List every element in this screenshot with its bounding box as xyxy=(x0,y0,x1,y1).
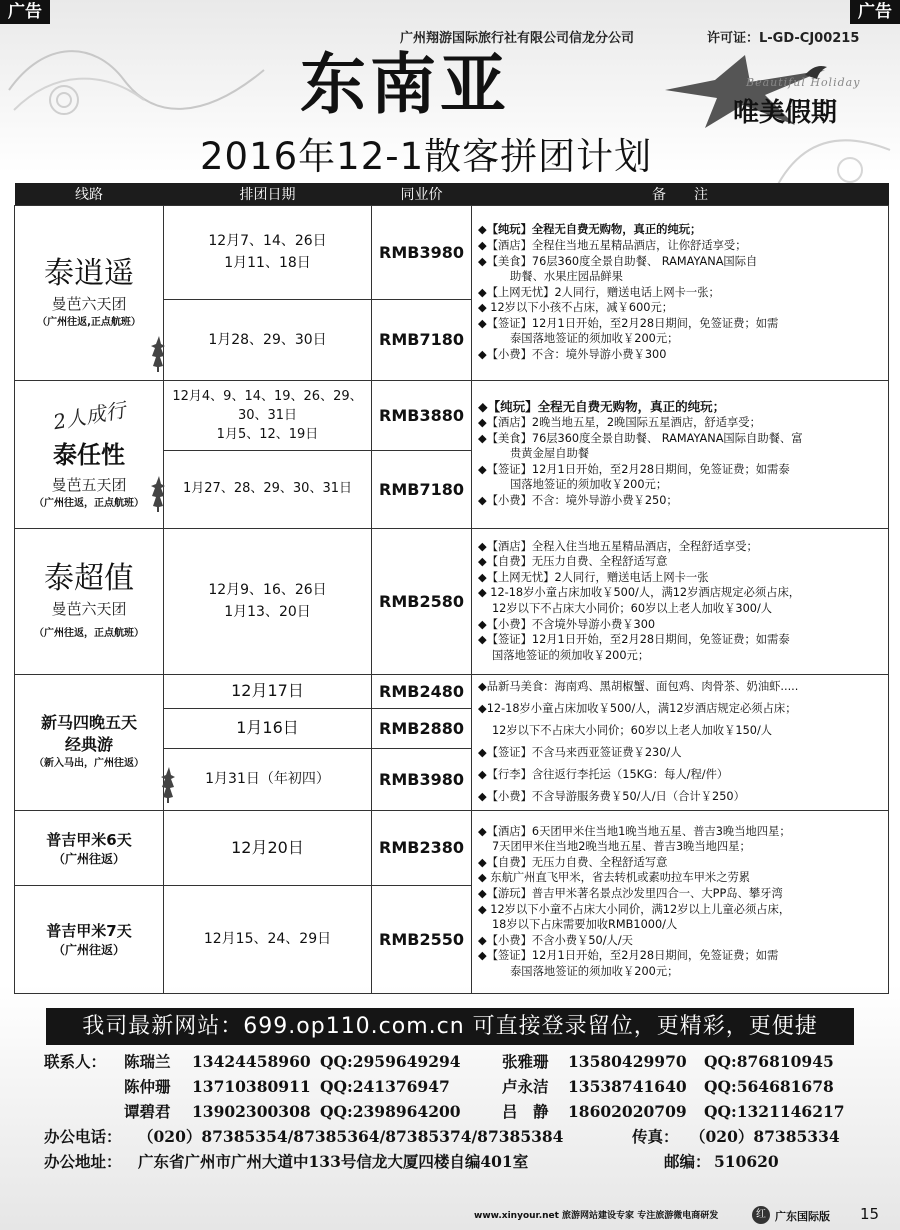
note-line: ◆ 12岁以下小孩不占床，减￥600元； xyxy=(478,301,674,315)
header-price: 同业价 xyxy=(372,183,472,205)
route-note: （广州往返） xyxy=(52,943,125,957)
dates-cell: 1月27、28、29、30、31日 xyxy=(164,450,372,528)
slogan: 唯美假期 xyxy=(733,98,838,128)
brand-title: 东南亚 xyxy=(300,45,510,123)
route-cell xyxy=(15,528,164,674)
note-line: 18岁以下占床需要加收RMB1000/人 xyxy=(492,918,678,932)
price-cell: RMB2580 xyxy=(372,528,472,674)
fax-number: （020）87385334 xyxy=(690,1127,840,1146)
note-line: 助餐、水果庄园品鲜果 xyxy=(510,270,623,284)
handwrite-note: 2人成行 xyxy=(51,397,127,435)
note-line: ◆12-18岁小童占床加收￥500/人，满12岁酒店规定必须占床； xyxy=(478,702,797,715)
note-line: ◆【酒店】6天团甲米住当地1晚当地五星、普吉3晚当地四星； xyxy=(478,824,791,838)
header-dates: 排团日期 xyxy=(164,183,372,205)
note-line: ◆【签证】12月1日开始，至2月28日期间，免签证费；如需 xyxy=(478,949,779,963)
contact-row xyxy=(44,1049,864,1074)
header-notes: 备 注 xyxy=(472,183,889,205)
route-cell xyxy=(15,380,164,528)
license-number: 许可证：L-GD-CJ00215 xyxy=(707,31,860,46)
contact-row xyxy=(44,1099,864,1124)
note-line: ◆【美食】76层360度全景自助餐、 RAMAYANA国际自助餐、富 xyxy=(478,431,803,445)
office-phone-label: 办公电话： xyxy=(44,1127,122,1146)
office-address: 广东省广州市广州大道中133号信龙大厦四楼自编401室 xyxy=(138,1152,529,1171)
note-line: ◆ 东航广州直飞甲米，省去转机或素叻拉车甲米之劳累 xyxy=(478,871,751,885)
contact-row xyxy=(44,1074,864,1099)
pagoda-icon xyxy=(151,476,167,512)
tour-table xyxy=(14,183,889,994)
contact-name: 张雅珊 xyxy=(502,1052,549,1071)
contact-phone[interactable]: 13424458960 xyxy=(192,1052,311,1071)
contact-phone[interactable]: 13710380911 xyxy=(192,1077,311,1096)
dates-cell: 1月16日 xyxy=(164,708,372,748)
date-line: 1月13、20日 xyxy=(224,604,311,620)
note-line: ◆【签证】12月1日开始，至2月28日期间，免签证费；如需 xyxy=(478,316,779,330)
price-cell: RMB2880 xyxy=(372,708,472,748)
contact-name: 谭碧君 xyxy=(124,1102,171,1121)
price-cell: RMB3980 xyxy=(372,205,472,299)
footer-site-link[interactable]: www.xinyour.net 旅游网站建设专家 专注旅游微电商研发 xyxy=(474,1211,719,1221)
route-cell xyxy=(15,810,164,885)
contact-qq[interactable]: QQ:876810945 xyxy=(704,1052,834,1071)
route-name: 普吉甲米6天 xyxy=(46,830,132,849)
note-line: ◆【美食】76层360度全景自助餐、 RAMAYANA国际自 xyxy=(478,254,758,268)
note-line: ◆【酒店】2晚当地五星，2晚国际五星酒店，舒适享受； xyxy=(478,416,761,430)
contact-name: 吕 静 xyxy=(502,1102,549,1121)
route-cell xyxy=(15,885,164,993)
route-name: 泰超值 xyxy=(44,561,134,596)
route-name: 泰任性 xyxy=(53,440,125,469)
table-row xyxy=(15,205,889,299)
route-note: （广州往返） xyxy=(52,851,125,866)
note-line: ◆【上网无忧】2人同行，赠送电话上网卡一张 xyxy=(478,570,709,584)
contact-name: 陈瑞兰 xyxy=(124,1052,171,1071)
contact-phone[interactable]: 18602020709 xyxy=(568,1102,687,1121)
office-phone[interactable]: （020）87385354/87385364/87385374/87385384 xyxy=(138,1127,564,1146)
contact-name: 陈仲珊 xyxy=(124,1077,171,1096)
postcode-label: 邮编： xyxy=(664,1152,711,1171)
date-line: 12月4、9、14、19、26、29、 xyxy=(172,388,363,404)
note-line: 12岁以下不占床大小同价；60岁以上老人加收￥300/人 xyxy=(492,602,773,615)
contact-phone[interactable]: 13538741640 xyxy=(568,1077,687,1096)
note-line: ◆【自费】无压力自费、全程舒适写意 xyxy=(478,855,668,869)
note-line: ◆ 12岁以下小童不占床大小同价，满12岁以上儿童必须占床， xyxy=(478,902,791,916)
note-line: ◆【游玩】普吉甲米著名景点沙发里四合一、大PP岛、攀牙湾 xyxy=(478,886,783,900)
price-cell: RMB7180 xyxy=(372,450,472,528)
note-line: ◆【小费】不含境外导游小费￥300 xyxy=(478,617,656,631)
date-line: 12月7、14、26日 xyxy=(208,233,327,249)
contact-qq[interactable]: QQ:2959649294 xyxy=(320,1052,461,1071)
route-note: （广州往返，正点航班） xyxy=(34,628,144,639)
price-cell: RMB2550 xyxy=(372,885,472,993)
note-line: 国落地签证的须加收￥200元； xyxy=(492,648,650,662)
contact-phone[interactable]: 13580429970 xyxy=(568,1052,687,1071)
note-line: ◆【小费】不含小费￥50/人/天 xyxy=(478,933,633,947)
table-header xyxy=(15,183,889,205)
note-line: ◆【纯玩】全程无自费无购物，真正的纯玩； xyxy=(478,223,702,237)
note-line: ◆【自费】无压力自费、全程舒适写意 xyxy=(478,555,668,569)
note-line: 7天团甲米住当地2晚当地五星、普吉3晚当地四星； xyxy=(492,840,751,854)
dates-cell: 12月20日 xyxy=(164,810,372,885)
header-route: 线路 xyxy=(15,183,164,205)
notes-cell xyxy=(472,380,889,528)
note-line: ◆【签证】不含马来西亚签证费￥230/人 xyxy=(478,746,682,759)
contact-name: 卢永洁 xyxy=(502,1077,549,1096)
price-cell: RMB2380 xyxy=(372,810,472,885)
page-number: 15 xyxy=(860,1205,880,1223)
dates-cell: 1月31日（年初四） xyxy=(164,748,372,810)
route-subtitle: 曼芭五天团 xyxy=(51,476,127,494)
dates-cell: 12月15、24、29日 xyxy=(164,885,372,993)
date-line: 1月11、18日 xyxy=(224,255,311,271)
price-cell: RMB7180 xyxy=(372,299,472,380)
route-name: 新马四晚五天 xyxy=(40,713,137,732)
note-line: ◆【小费】不含：境外导游小费￥300 xyxy=(478,348,667,362)
contact-qq[interactable]: QQ:564681678 xyxy=(704,1077,834,1096)
price-cell: RMB3980 xyxy=(372,748,472,810)
dates-cell xyxy=(164,380,372,450)
dates-cell: 1月28、29、30日 xyxy=(164,299,372,380)
note-line: ◆【签证】12月1日开始，至2月28日期间，免签证费；如需泰 xyxy=(478,633,790,647)
notes-cell xyxy=(472,674,889,810)
note-line: ◆【上网无忧】2人同行，赠送电话上网卡一张； xyxy=(478,285,720,299)
route-cell xyxy=(15,674,164,810)
note-line: ◆【纯玩】全程无自费无购物，真正的纯玩； xyxy=(478,399,726,415)
table-row xyxy=(15,810,889,885)
address-row xyxy=(44,1149,864,1174)
price-cell: RMB2480 xyxy=(372,674,472,708)
price-cell: RMB3880 xyxy=(372,380,472,450)
footer-brand: 广东国际版 xyxy=(775,1210,830,1223)
notes-cell xyxy=(472,205,889,380)
table-row xyxy=(15,674,889,708)
note-line: ◆【酒店】全程入住当地五星精品酒店，全程舒适享受； xyxy=(478,539,758,553)
note-line: 泰国落地签证的须加收￥200元； xyxy=(510,964,679,978)
table-row xyxy=(15,528,889,674)
note-line: ◆【酒店】全程住当地五星精品酒店，让你舒适享受； xyxy=(478,238,747,252)
notes-cell xyxy=(472,528,889,674)
contacts-label: 联系人： xyxy=(44,1052,107,1071)
route-name-line2: 经典游 xyxy=(64,735,113,754)
date-line: 12月9、16、26日 xyxy=(208,582,327,598)
table-row xyxy=(15,380,889,450)
postcode: 510620 xyxy=(714,1152,779,1171)
holiday-script: Beautiful Holiday xyxy=(746,76,861,89)
dates-cell: 12月17日 xyxy=(164,674,372,708)
route-name: 普吉甲米7天 xyxy=(46,922,132,940)
company-name: 广州翔游国际旅行社有限公司信龙分公司 xyxy=(400,31,635,46)
note-line: 贵黄金屋自助餐 xyxy=(510,447,590,461)
notes-cell xyxy=(472,810,889,993)
route-subtitle: 曼芭六天团 xyxy=(51,294,127,313)
address-label: 办公地址： xyxy=(44,1152,122,1171)
office-phone-row xyxy=(44,1124,864,1149)
route-note: （新入马出，广州往返） xyxy=(34,758,144,769)
swirl-decoration xyxy=(4,30,304,140)
pagoda-icon xyxy=(161,767,177,803)
pagoda-icon xyxy=(151,336,167,372)
contact-qq[interactable]: QQ:2398964200 xyxy=(320,1102,461,1121)
note-line: ◆品新马美食：海南鸡、黑胡椒蟹、面包鸡、肉骨茶、奶油虾..... xyxy=(478,680,799,693)
fax-label: 传真： xyxy=(632,1127,679,1146)
contact-qq[interactable]: QQ:1321146217 xyxy=(704,1102,845,1121)
route-name: 泰逍遥 xyxy=(44,255,134,291)
contact-qq[interactable]: QQ:241376947 xyxy=(320,1077,450,1096)
contact-block xyxy=(44,1049,864,1174)
plan-title: 2016年12-1散客拼团计划 xyxy=(200,135,653,178)
note-line: ◆【签证】12月1日开始，至2月28日期间，免签证费；如需泰 xyxy=(478,462,790,476)
footer-logo: 红 xyxy=(752,1206,770,1224)
route-note: （广州往返,正点航班） xyxy=(37,316,141,328)
ad-tag-right: 广告 xyxy=(850,0,900,24)
note-line: 12岁以下不占床大小同价；60岁以上老人加收￥150/人 xyxy=(492,724,773,737)
date-line: 1月5、12、19日 xyxy=(216,426,319,442)
date-line: 30、31日 xyxy=(237,407,298,423)
website-banner[interactable]: 我司最新网站：699.op110.com.cn 可直接登录留位，更精彩，更便捷 xyxy=(46,1008,854,1045)
note-line: ◆【行李】含往返行李托运（15KG：每人/程/件） xyxy=(478,768,729,781)
note-line: ◆【小费】不含：境外导游小费￥250； xyxy=(478,493,678,507)
dates-cell xyxy=(164,528,372,674)
note-line: 国落地签证的须加收￥200元； xyxy=(510,478,668,492)
note-line: ◆【小费】不含导游服务费￥50/人/日（合计￥250） xyxy=(478,790,745,803)
dates-cell xyxy=(164,205,372,299)
route-note: （广州往返，正点航班） xyxy=(34,498,144,509)
ad-tag-left: 广告 xyxy=(0,0,50,24)
note-line: ◆ 12-18岁小童占床加收￥500/人，满12岁酒店规定必须占床， xyxy=(478,586,801,600)
route-cell xyxy=(15,205,164,380)
route-subtitle: 曼芭六天团 xyxy=(51,600,127,618)
contact-phone[interactable]: 13902300308 xyxy=(192,1102,311,1121)
note-line: 泰国落地签证的须加收￥200元； xyxy=(510,332,679,346)
